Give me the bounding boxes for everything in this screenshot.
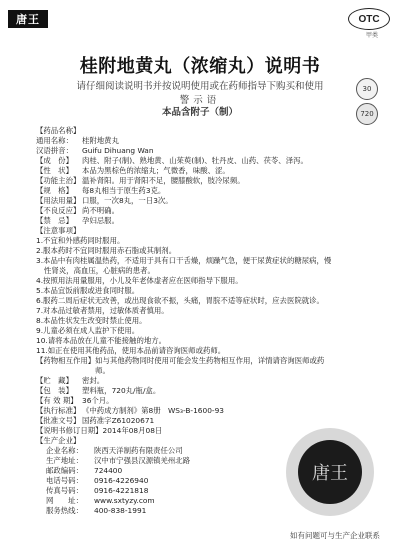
section-name-label: 【药品名称】 (36, 126, 81, 135)
ingredients-row (36, 156, 336, 166)
usage-value: 口服，一次8丸，一日3次。 (82, 196, 173, 205)
common-name-value: 桂附地黄丸 (82, 136, 119, 145)
seal-emblem: 唐王 (298, 440, 362, 504)
precaution-item: 2.服本药时不宜同时服用赤石脂或其制剂。 (36, 246, 177, 255)
badge-30: 30 (356, 78, 378, 100)
pinyin-row (36, 146, 336, 156)
indications-row (36, 176, 336, 186)
precaution-item: 7.对本品过敏者禁用，过敏体质者慎用。 (36, 306, 169, 315)
validity-label: 【有 效 期】 (36, 396, 78, 405)
approval-value: 国药准字Z61020671 (82, 416, 155, 425)
standard-value: 《中药成方制剂》第8册 WS₃-B-1600-93 (82, 406, 224, 415)
manufacturer-row (36, 506, 336, 516)
manufacturer-field-label: 生产地址： (46, 456, 83, 465)
manufacturer-field-label: 服务热线： (46, 506, 83, 515)
precaution-item: 10.请将本品放在儿童不能接触的地方。 (36, 336, 167, 345)
revision-row (36, 426, 336, 436)
usage-label: 【用法用量】 (36, 196, 81, 205)
storage-row (36, 376, 336, 386)
usage-row (36, 196, 336, 206)
manufacturer-field-label: 企业名称： (46, 446, 83, 455)
interactions-row (36, 356, 336, 376)
precaution-item: 3.本品中有肉桂属温热药，不适用于具有口干舌燥，烦躁气急，便干尿黄症状的糖尿病，慢性肾炎，高血压，心脏病的患者。 (36, 256, 332, 275)
manufacturer-field-value: 汉中市宁强县汉源镇羌州北路 (94, 456, 191, 465)
spec-row (36, 186, 336, 196)
manufacturer-field-value: 0916-4226940 (94, 476, 149, 485)
properties-label: 【性 状】 (36, 166, 73, 175)
contra-row (36, 216, 336, 226)
brand-logo: 唐王 (8, 10, 48, 28)
contra-value: 孕妇忌服。 (82, 216, 119, 225)
approval-label: 【批准文号】 (36, 416, 81, 425)
properties-row (36, 166, 336, 176)
interactions-value: 如与其他药物同时使用可能会发生药物相互作用，详情请咨询医师或药师。 (95, 356, 325, 375)
precaution-item: 6.服药二周后症状无改善，或出现食欲不振，头痛，胃脘不适等症状时，应去医院就诊。 (36, 296, 324, 305)
badge-720: 720 (356, 103, 378, 125)
manufacturer-label: 【生产企业】 (36, 436, 81, 445)
package-row (36, 386, 336, 396)
validity-value: 36个月。 (82, 396, 114, 405)
manufacturer-field-label: 网 址： (46, 496, 83, 505)
precaution-item: 5.本品宜饭前服或进食同时服。 (36, 286, 140, 295)
package-value: 塑料瓶，720丸/瓶/盒。 (82, 386, 161, 395)
storage-value: 密封。 (82, 376, 105, 385)
manufacturer-field-value: 400-838-1991 (94, 506, 147, 515)
precautions-label: 【注意事项】 (36, 226, 81, 235)
package-label: 【包 装】 (36, 386, 73, 395)
spec-label: 【规 格】 (36, 186, 73, 195)
manufacturer-row (36, 496, 336, 506)
otc-badge: OTC (348, 8, 390, 30)
revision-value: 2014年08月08日 (102, 426, 163, 435)
adverse-label: 【不良反应】 (36, 206, 81, 215)
badge-stack (352, 78, 382, 128)
manufacturer-field-label: 邮政编码： (46, 466, 83, 475)
warning-text: 本品含附子（制） (161, 107, 238, 118)
manufacturer-field-value: www.sxtyzy.com (94, 496, 155, 505)
contra-label: 【禁 忌】 (36, 216, 73, 225)
storage-label: 【贮 藏】 (36, 376, 73, 385)
common-name-label: 通用名称： (36, 136, 73, 145)
manufacturer-field-value: 724400 (94, 466, 123, 475)
indications-value: 温补肾阳。用于肾阳不足，腰膝酸软，肢冷尿频。 (82, 176, 245, 185)
standard-label: 【执行标准】 (36, 406, 81, 415)
pinyin-label: 汉语拼音： (36, 146, 73, 155)
warning-title: 警示语 (179, 95, 221, 106)
manufacturer-field-value: 0916-4221818 (94, 486, 149, 495)
precaution-item: 9.儿童必须在成人监护下使用。 (36, 326, 140, 335)
document-title: 桂附地黄丸（浓缩丸）说明书 (79, 56, 321, 77)
ingredients-label: 【成 份】 (36, 156, 73, 165)
precaution-item: 11.如正在使用其他药品，使用本品前请咨询医师或药师。 (36, 346, 226, 355)
reading-instruction: 请仔细阅读说明书并按说明使用或在药师指导下购买和使用 (76, 81, 324, 92)
properties-value: 本品为黑棕色的浓缩丸；气微香，味酸、涩。 (82, 166, 230, 175)
precaution-item: 8.本品性状发生改变时禁止使用。 (36, 316, 147, 325)
validity-row (36, 396, 336, 406)
manufacturer-field-value: 陕西天洋制药有限责任公司 (94, 446, 183, 455)
common-name-row (36, 136, 336, 146)
indications-label: 【功能主治】 (36, 176, 81, 185)
footer-note: 如有问题可与生产企业联系 (290, 531, 380, 540)
interactions-label: 【药物相互作用】 (36, 356, 96, 365)
revision-label: 【说明书修订日期】 (36, 426, 103, 435)
precaution-item: 4.按照用法用量服用，小儿及年老体虚者应在医师指导下服用。 (36, 276, 243, 285)
pinyin-value: Guifu Dihuang Wan (82, 146, 154, 155)
company-seal (286, 428, 374, 516)
adverse-value: 尚不明确。 (82, 206, 119, 215)
approval-row (36, 416, 336, 426)
ingredients-value: 肉桂、附子(制)、熟地黄、山茱萸(制)、牡丹皮、山药、茯苓、泽泻。 (82, 156, 308, 165)
spec-value: 每8丸相当于原生药3克。 (82, 186, 166, 195)
adverse-row (36, 206, 336, 216)
manufacturer-field-label: 电话号码： (46, 476, 83, 485)
precaution-item: 1.不宜和外感药同时服用。 (36, 236, 125, 245)
standard-row (36, 406, 336, 416)
otc-category: 甲类 (365, 32, 378, 39)
manufacturer-field-label: 传真号码： (46, 486, 83, 495)
